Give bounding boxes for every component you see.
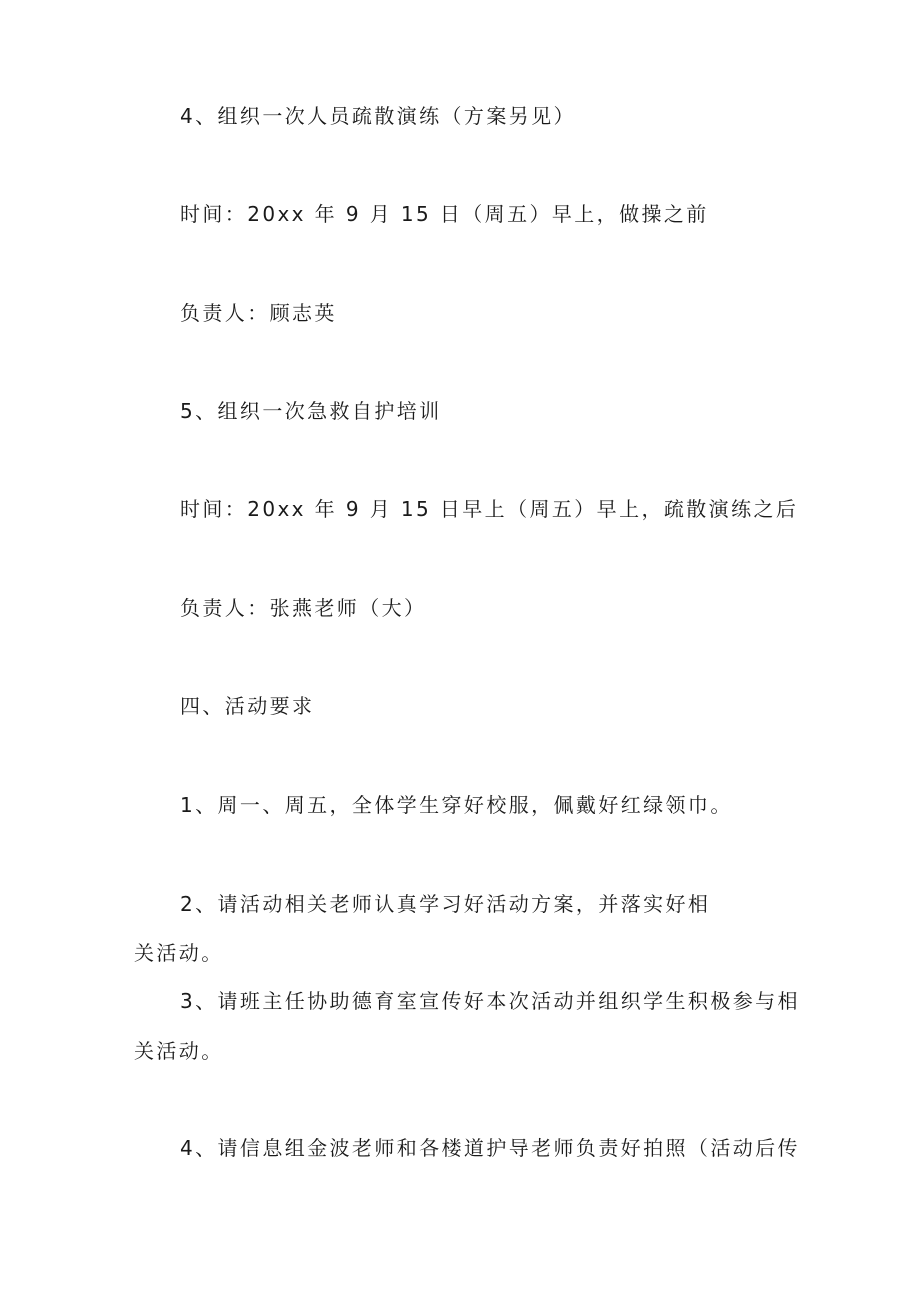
requirement-4-line-1: 4、请信息组金波老师和各楼道护导老师负责好拍照（活动后传 xyxy=(180,1136,800,1160)
requirement-1: 1、周一、周五，全体学生穿好校服，佩戴好红绿领巾。 xyxy=(180,793,733,817)
item-4-evacuation-drill: 4、组织一次人员疏散演练（方案另见） xyxy=(180,104,576,128)
requirement-3-line-2: 关活动。 xyxy=(134,1039,224,1063)
first-aid-owner: 负责人：张燕老师（大） xyxy=(180,596,427,620)
evacuation-time: 时间：20xx 年 9 月 15 日（周五）早上，做操之前 xyxy=(180,202,709,226)
first-aid-time: 时间：20xx 年 9 月 15 日早上（周五）早上，疏散演练之后 xyxy=(180,497,799,521)
requirement-2-line-2: 关活动。 xyxy=(134,941,224,965)
requirement-3-line-1: 3、请班主任协助德育室宣传好本次活动并组织学生积极参与相 xyxy=(180,989,800,1013)
evacuation-owner: 负责人：顾志英 xyxy=(180,301,337,325)
section-heading-requirements: 四、活动要求 xyxy=(180,694,315,718)
item-5-first-aid-training: 5、组织一次急救自护培训 xyxy=(180,399,442,423)
requirement-2-line-1: 2、请活动相关老师认真学习好活动方案，并落实好相 xyxy=(180,892,711,916)
